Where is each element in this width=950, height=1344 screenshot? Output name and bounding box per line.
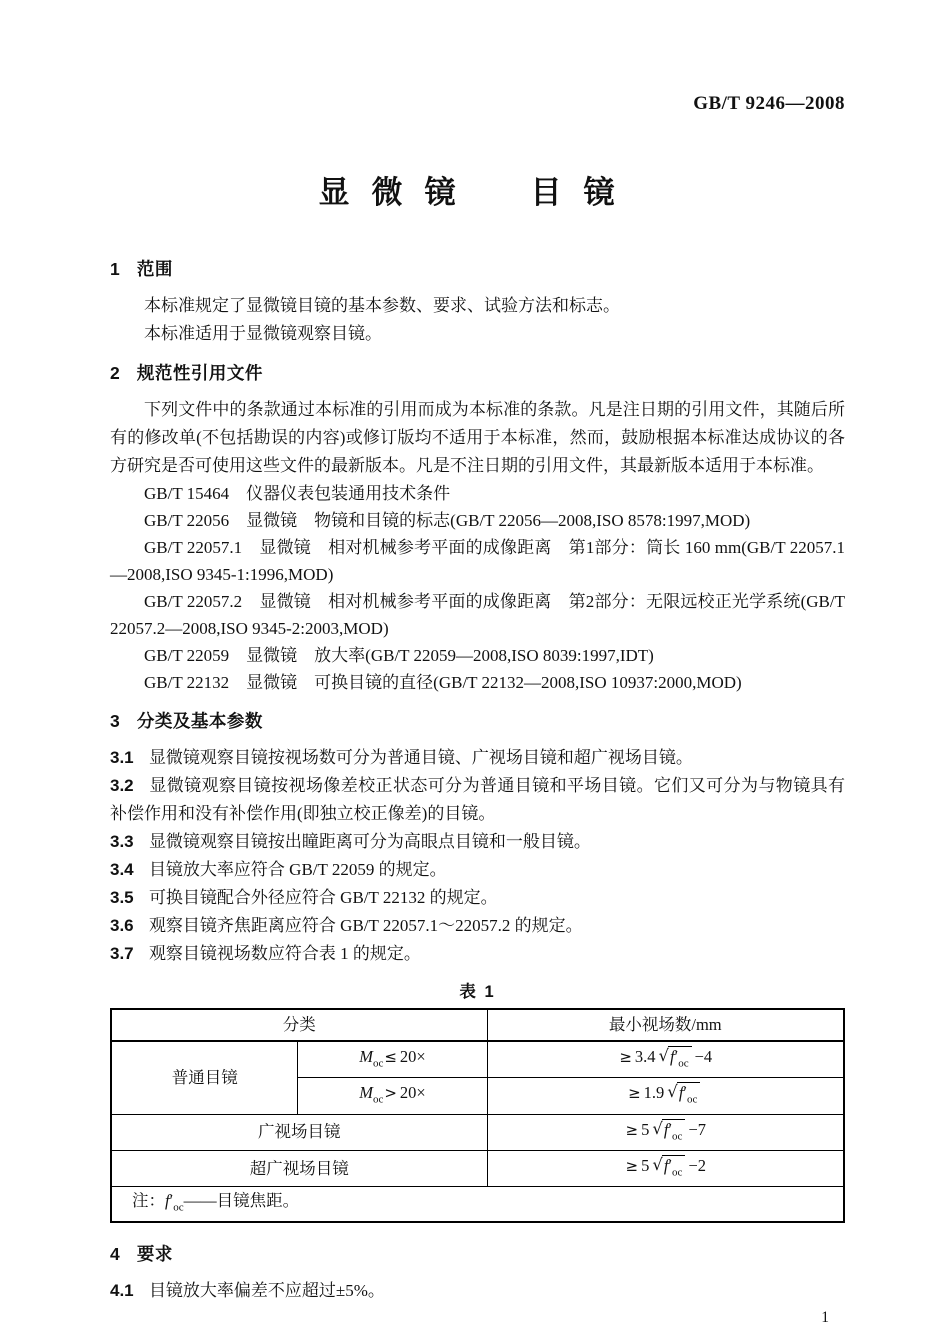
radical-sign: √	[667, 1082, 678, 1102]
reference-item: GB/T 22132 显微镜 可换目镜的直径(GB/T 22132—2008,ISO 10937:2000,MOD)	[144, 673, 742, 692]
section-number: 1	[110, 259, 121, 279]
formula-value: 20×	[399, 1082, 426, 1102]
document-title: 显微镜 目镜	[318, 175, 637, 210]
reference-item: GB/T 22059 显微镜 放大率(GB/T 22059—2008,ISO 8039:1997,IDT)	[144, 646, 654, 665]
clause-3-6	[110, 912, 845, 940]
table-header-row	[111, 1009, 844, 1041]
reference-item: GB/T 15464 仪器仪表包装通用技术条件	[144, 484, 451, 503]
table-caption: 表 1	[459, 983, 496, 1001]
clause-number: 4.1	[110, 1281, 134, 1301]
formula-relation: ≥	[625, 1156, 639, 1175]
formula-tail: −4	[694, 1047, 713, 1066]
formula-relation: ≥	[628, 1084, 641, 1103]
table-row	[111, 1150, 844, 1186]
formula-subscript: oc	[672, 1129, 683, 1142]
section-title: 要求	[136, 1244, 173, 1265]
clause-text: 显微镜观察目镜按出瞳距离可分为高眼点目镜和一般目镜。	[148, 832, 591, 851]
clause-number: 3.1	[110, 748, 134, 767]
section-title: 分类及基本参数	[136, 711, 263, 731]
formula-symbol: f	[663, 1119, 669, 1139]
clause-number: 3.4	[110, 860, 134, 879]
square-root	[658, 1046, 692, 1070]
radical-sign: √	[658, 1046, 670, 1065]
note-text: ——目镜焦距。	[183, 1191, 300, 1211]
formula-symbol: f	[663, 1155, 669, 1175]
reference-item: GB/T 22056 显微镜 物镜和目镜的标志(GB/T 22056—2008,ISO 8578:1997,MOD)	[144, 511, 751, 530]
radicand	[662, 1155, 686, 1182]
clause-text: 显微镜观察目镜按视场数可分为普通目镜、广视场目镜和超广视场目镜。	[148, 748, 693, 767]
formula-subscript: oc	[687, 1093, 698, 1106]
clause-number: 3.6	[110, 916, 134, 935]
section-heading-normative-references	[110, 360, 845, 386]
formula-value: 20×	[399, 1046, 426, 1066]
clause-number: 3.7	[110, 944, 134, 963]
section-heading-scope	[110, 256, 845, 282]
table-row	[111, 1041, 844, 1078]
table-cell-condition	[298, 1078, 487, 1114]
clause-text: 显微镜观察目镜按视场像差校正状态可分为普通目镜和平场目镜。它们又可分为与物镜具有补偿作用和没有补偿作用(即独立校正像差)的目镜。	[110, 776, 845, 823]
radical-sign: √	[652, 1118, 663, 1138]
formula-relation: ≤	[384, 1047, 397, 1066]
formula-tail: −7	[688, 1119, 706, 1139]
clause-text: 观察目镜齐焦距离应符合 GB/T 22057.1～22057.2 的规定。	[148, 916, 583, 935]
section-number: 3	[110, 711, 121, 731]
radicand	[668, 1046, 692, 1073]
prime-mark: ′	[668, 1155, 673, 1175]
formula-subscript: oc	[173, 1201, 184, 1214]
table-note	[111, 1187, 844, 1223]
page-number: 1	[821, 1309, 829, 1327]
radicand	[662, 1119, 686, 1146]
note-label: 注：	[132, 1191, 165, 1211]
prime-mark: ′	[674, 1047, 679, 1066]
table-row	[111, 1114, 844, 1150]
formula-relation: ≥	[625, 1120, 639, 1139]
formula-relation: >	[384, 1083, 397, 1102]
formula-symbol: f	[165, 1191, 170, 1211]
square-root	[652, 1154, 685, 1179]
section-number: 4	[110, 1244, 121, 1265]
clause-3-1	[110, 744, 845, 772]
formula-coefficient: 1.9	[643, 1083, 665, 1103]
table-cell-min-formula	[487, 1150, 844, 1186]
clause-text: 可换目镜配合外径应符合 GB/T 22132 的规定。	[148, 888, 498, 907]
clause-text: 观察目镜视场数应符合表 1 的规定。	[148, 944, 421, 963]
clause-number: 3.2	[110, 776, 134, 795]
formula-subscript: oc	[372, 1056, 384, 1069]
table-header-classification: 分类	[111, 1009, 487, 1041]
table-cell-condition	[298, 1041, 487, 1078]
formula-subscript: oc	[672, 1166, 683, 1179]
reference-item: GB/T 22057.2 显微镜 相对机械参考平面的成像距离 第2部分：无限远校正光学系统(GB/T 22057.2—2008,ISO 9345-2:2003,MOD)	[110, 592, 845, 638]
section-title: 规范性引用文件	[136, 363, 263, 383]
section-number: 2	[110, 363, 121, 383]
formula-symbol: M	[359, 1082, 373, 1102]
formula-coefficient: 5	[641, 1119, 650, 1139]
table-cell-category: 广视场目镜	[111, 1114, 487, 1150]
clause-4-1	[110, 1277, 845, 1305]
formula-subscript: oc	[372, 1093, 384, 1106]
clause-3-4	[110, 856, 845, 884]
formula-symbol: f	[678, 1083, 684, 1103]
formula-tail: −2	[688, 1155, 706, 1175]
table-header-min-field-number: 最小视场数/mm	[487, 1009, 844, 1041]
section-title: 范围	[136, 259, 173, 279]
scope-paragraph-1: 本标准规定了显微镜目镜的基本参数、要求、试验方法和标志。	[144, 296, 620, 315]
table-cell-category: 普通目镜	[111, 1041, 298, 1114]
formula-symbol: f	[670, 1047, 675, 1066]
references-intro-paragraph: 下列文件中的条款通过本标准的引用而成为本标准的条款。凡是注日期的引用文件，其随后所有的修改单(不包括勘误的内容)或修订版均不适用于本标准，然而，鼓励根据本标准达成协议的各方研究是否可使用这些文件的最新版本。凡是不注日期的引用文件，其最新版本适用于本标准。	[110, 400, 845, 475]
prime-mark: ′	[683, 1083, 688, 1103]
clause-text: 目镜放大率偏差不应超过±5%。	[148, 1281, 385, 1301]
table-1	[110, 1008, 845, 1223]
clause-number: 3.5	[110, 888, 134, 907]
section-heading-classification	[110, 708, 845, 734]
table-cell-category: 超广视场目镜	[111, 1150, 487, 1186]
formula-subscript: oc	[678, 1057, 689, 1070]
radicand	[677, 1082, 701, 1109]
formula-relation: ≥	[619, 1048, 632, 1066]
clause-3-3	[110, 828, 845, 856]
table-cell-min-formula	[487, 1114, 844, 1150]
section-heading-requirements	[110, 1241, 845, 1267]
prime-mark: ′	[668, 1119, 673, 1139]
formula-symbol: M	[359, 1046, 373, 1066]
reference-item: GB/T 22057.1 显微镜 相对机械参考平面的成像距离 第1部分：筒长 160 mm(GB/T 22057.1—2008,ISO 9345-1:1996,MOD)	[110, 538, 845, 584]
formula-coefficient: 3.4	[634, 1047, 656, 1066]
standard-number: GB/T 9246—2008	[693, 93, 845, 114]
table-note-row	[111, 1187, 844, 1223]
scope-paragraph-2: 本标准适用于显微镜观察目镜。	[144, 324, 382, 343]
clause-3-7	[110, 940, 845, 968]
prime-mark: ′	[169, 1191, 174, 1211]
clause-number: 3.3	[110, 832, 134, 851]
table-cell-min-formula	[487, 1078, 844, 1114]
square-root	[667, 1082, 700, 1106]
table-cell-min-formula	[487, 1041, 844, 1078]
clause-3-5	[110, 884, 845, 912]
clause-3-2	[110, 772, 845, 828]
square-root	[652, 1118, 685, 1142]
formula-coefficient: 5	[641, 1155, 650, 1175]
clause-text: 目镜放大率应符合 GB/T 22059 的规定。	[148, 860, 447, 879]
radical-sign: √	[652, 1154, 663, 1174]
